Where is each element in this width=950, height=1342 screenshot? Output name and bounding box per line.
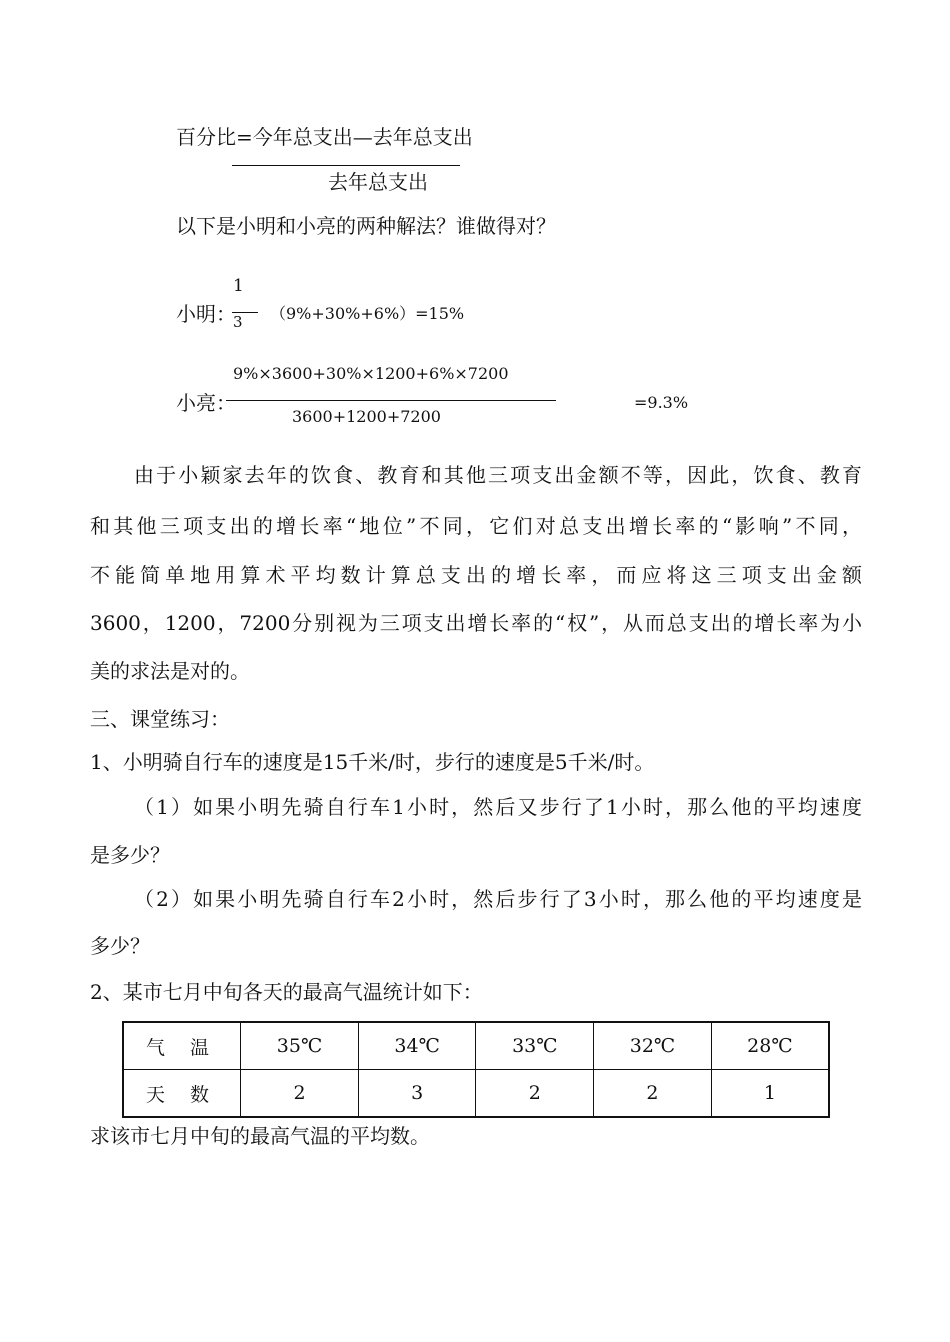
temperature-cell: 34℃ xyxy=(358,1022,476,1070)
temperature-cell: 35℃ xyxy=(241,1022,359,1070)
explanation-line-3: 不能简单地用算术平均数计算总支出的增长率，而应将这三项支出金额 xyxy=(90,563,862,587)
formula-fraction-bar xyxy=(232,165,460,166)
xiaoliang-denominator: 3600+1200+7200 xyxy=(292,407,441,426)
explanation-line-4: 3600，1200，7200分别视为三项支出增长率的“权”，从而总支出的增长率为小 xyxy=(90,611,862,635)
exercise2-ask: 求该市七月中旬的最高气温的平均数。 xyxy=(90,1124,430,1148)
exercise2-stem: 2、某市七月中旬各天的最高气温统计如下： xyxy=(90,980,483,1004)
formula-denominator: 去年总支出 xyxy=(328,170,428,194)
xiaoming-fraction-numerator: 1 xyxy=(233,276,244,296)
explanation-line-2: 和其他三项支出的增长率“地位”不同，它们对总支出增长率的“影响”不同， xyxy=(90,514,862,538)
row-label-days: 天 数 xyxy=(123,1070,241,1118)
exercise1-q2-line2: 多少？ xyxy=(90,934,150,958)
exercise1-q2-line1: （2）如果小明先骑自行车2小时，然后步行了3小时，那么他的平均速度是 xyxy=(134,887,862,911)
question-text: 以下是小明和小亮的两种解法？谁做得对？ xyxy=(176,214,556,238)
exercise1-q1-line1: （1）如果小明先骑自行车1小时，然后又步行了1小时，那么他的平均速度 xyxy=(134,795,862,819)
exercise1-q1-line2: 是多少？ xyxy=(90,843,170,867)
xiaoliang-numerator: 9%×3600+30%×1200+6%×7200 xyxy=(233,364,509,383)
table-row xyxy=(123,1022,829,1070)
days-cell: 1 xyxy=(711,1070,829,1118)
explanation-line-1: 由于小颖家去年的饮食、教育和其他三项支出金额不等，因此，饮食、教育 xyxy=(134,463,862,487)
section-title: 三、课堂练习： xyxy=(90,707,230,731)
exercise1-stem: 1、小明骑自行车的速度是15千米/时，步行的速度是5千米/时。 xyxy=(90,750,655,774)
explanation-line-5: 美的求法是对的。 xyxy=(90,659,250,683)
xiaoliang-result: =9.3% xyxy=(634,393,689,412)
temperature-table xyxy=(122,1021,830,1118)
days-cell: 3 xyxy=(358,1070,476,1118)
days-cell: 2 xyxy=(241,1070,359,1118)
row-label-temperature: 气 温 xyxy=(123,1022,241,1070)
table-row xyxy=(123,1070,829,1118)
days-cell: 2 xyxy=(476,1070,594,1118)
temperature-cell: 32℃ xyxy=(594,1022,712,1070)
xiaoliang-fraction-bar xyxy=(226,400,556,401)
xiaoming-label: 小明： xyxy=(176,302,236,326)
xiaoming-expression: （9%+30%+6%）=15% xyxy=(270,304,465,323)
temperature-cell: 33℃ xyxy=(476,1022,594,1070)
formula-numerator: 百分比=今年总支出—去年总支出 xyxy=(176,125,473,149)
xiaoming-fraction-denominator: 3 xyxy=(233,313,243,331)
xiaoliang-label: 小亮： xyxy=(176,391,236,415)
temperature-cell: 28℃ xyxy=(711,1022,829,1070)
days-cell: 2 xyxy=(594,1070,712,1118)
